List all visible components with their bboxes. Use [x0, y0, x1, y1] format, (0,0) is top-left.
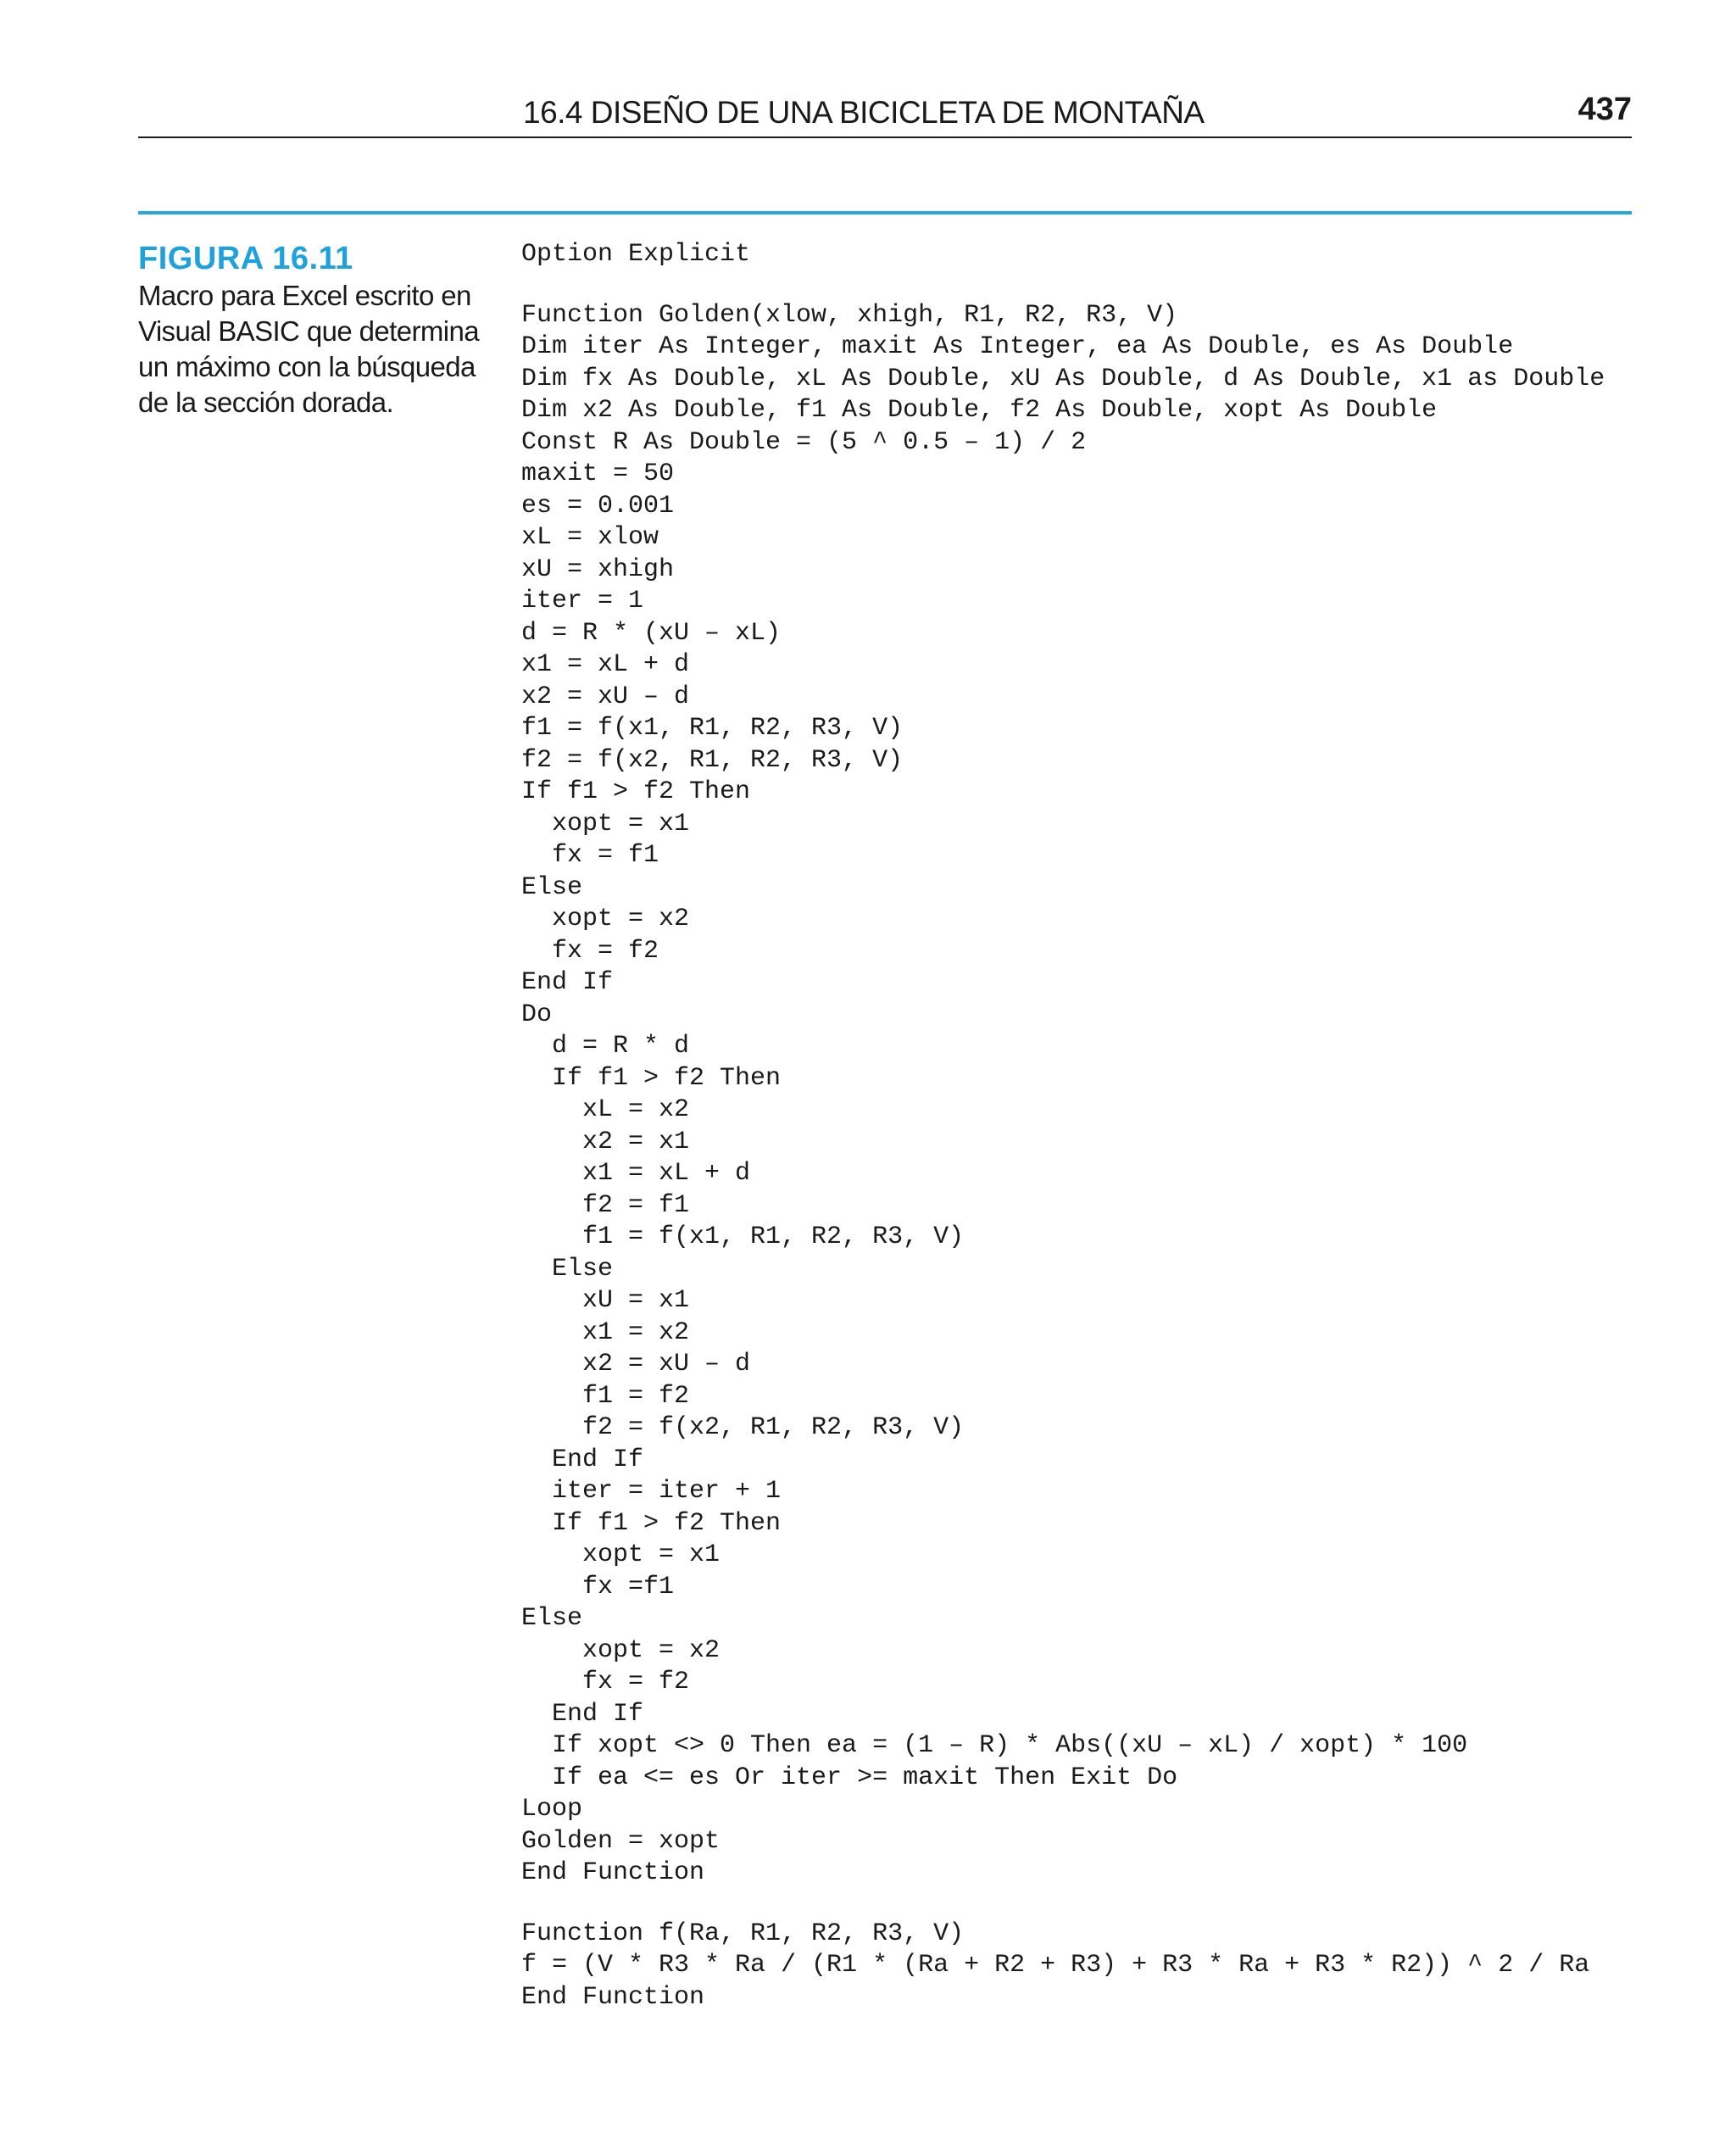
- code-listing: [521, 239, 1605, 2014]
- code-line: Dim iter As Integer, maxit As Integer, ea As Double, es As Double: [521, 332, 1514, 361]
- figure-label: FIGURA 16.11: [138, 241, 353, 276]
- running-head: [138, 88, 1632, 137]
- code-line: Dim x2 As Double, f1 As Double, f2 As Double, xopt As Double: [521, 396, 1438, 425]
- code-line: End Function: [521, 1858, 705, 1887]
- code-line: If f1 > f2 Then: [521, 777, 751, 806]
- code-line: maxit = 50: [521, 460, 675, 488]
- code-line: x1 = xL + d: [521, 1159, 751, 1188]
- figure-rule: [138, 211, 1632, 214]
- code-line: f1 = f2: [521, 1381, 690, 1411]
- code-line: xopt = x2: [521, 1635, 721, 1665]
- code-line: d = R * d: [521, 1032, 690, 1061]
- code-line: f = (V * R3 * Ra / (R1 * (Ra + R2 + R3) + R3 * Ra + R3 * R2)) ^ 2 / Ra: [521, 1951, 1590, 1980]
- code-line: End If: [521, 1699, 644, 1729]
- code-line: xopt = x2: [521, 905, 690, 933]
- code-line: xU = xhigh: [521, 554, 675, 584]
- code-line: Dim fx As Double, xL As Double, xU As Double, d As Double, x1 as Double: [521, 364, 1605, 393]
- code-line: xU = x1: [521, 1286, 690, 1315]
- code-line: Else: [521, 1604, 583, 1633]
- code-line: fx =f1: [521, 1572, 675, 1601]
- code-line: Else: [521, 872, 583, 902]
- code-line: es = 0.001: [521, 491, 675, 521]
- code-line: d = R * (xU – xL): [521, 618, 782, 648]
- code-line: Const R As Double = (5 ^ 0.5 – 1) / 2: [521, 427, 1087, 457]
- code-line: End If: [521, 968, 614, 997]
- code-line: Function f(Ra, R1, R2, R3, V): [521, 1919, 965, 1948]
- code-line: Function Golden(xlow, xhigh, R1, R2, R3, V): [521, 300, 1178, 330]
- code-line: If xopt <> 0 Then ea = (1 – R) * Abs((xU – xL) / xopt) * 100: [521, 1731, 1468, 1760]
- code-line: f2 = f1: [521, 1190, 690, 1220]
- code-line: Option Explicit: [521, 240, 751, 269]
- code-line: x2 = x1: [521, 1127, 690, 1156]
- code-line: Else: [521, 1254, 614, 1284]
- code-line: x1 = x2: [521, 1317, 690, 1347]
- code-line: f2 = f(x2, R1, R2, R3, V): [521, 1413, 965, 1442]
- code-line: f2 = f(x2, R1, R2, R3, V): [521, 745, 904, 775]
- section-title: 16.4 DISEÑO DE UNA BICICLETA DE MONTAÑA: [523, 95, 1205, 130]
- page-number: 437: [1577, 92, 1632, 127]
- code-line: f1 = f(x1, R1, R2, R3, V): [521, 1223, 965, 1251]
- code-line: End Function: [521, 1982, 705, 2012]
- code-line: xL = x2: [521, 1095, 690, 1124]
- code-line: If f1 > f2 Then: [521, 1508, 782, 1538]
- code-line: iter = 1: [521, 587, 644, 615]
- code-line: If f1 > f2 Then: [521, 1063, 782, 1093]
- code-line: If ea <= es Or iter >= maxit Then Exit Do: [521, 1763, 1178, 1792]
- figure-caption-text: [138, 278, 494, 421]
- code-line: x2 = xU – d: [521, 1350, 751, 1379]
- code-line: fx = f1: [521, 841, 659, 870]
- code-line: x2 = xU – d: [521, 682, 690, 711]
- caption-line: Visual BASIC que determina: [138, 315, 480, 347]
- code-line: x1 = xL + d: [521, 650, 690, 679]
- code-line: xL = xlow: [521, 523, 659, 552]
- code-line: f1 = f(x1, R1, R2, R3, V): [521, 714, 904, 743]
- code-line: iter = iter + 1: [521, 1477, 782, 1506]
- code-line: fx = f2: [521, 936, 659, 966]
- code-line: xopt = x1: [521, 809, 690, 838]
- caption-line: un máximo con la búsqueda: [138, 351, 476, 382]
- code-line: Do: [521, 1000, 553, 1029]
- header-rule: [138, 136, 1632, 138]
- code-line: Golden = xopt: [521, 1826, 721, 1856]
- caption-line: de la sección dorada.: [138, 387, 394, 418]
- code-line: Loop: [521, 1795, 583, 1824]
- code-line: fx = f2: [521, 1668, 690, 1696]
- code-line: xopt = x1: [521, 1540, 721, 1569]
- caption-line: Macro para Excel escrito en: [138, 280, 471, 311]
- figure-caption: [138, 239, 494, 421]
- code-line: End If: [521, 1445, 644, 1474]
